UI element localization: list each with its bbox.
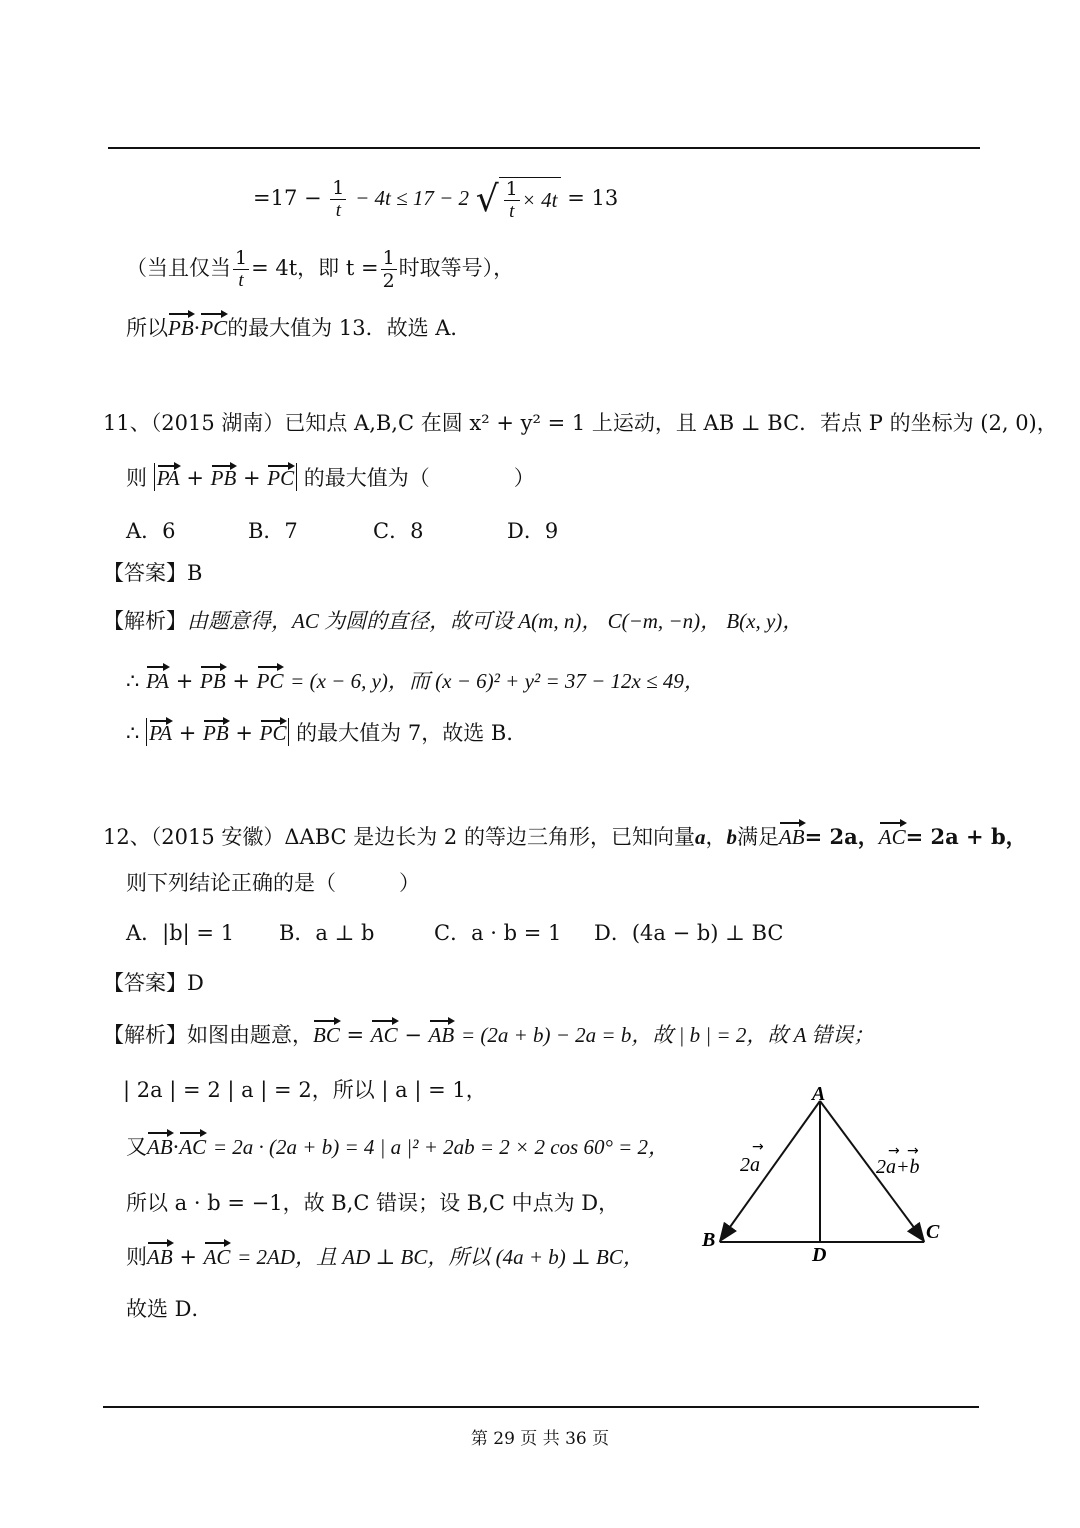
vector-pa: PA xyxy=(146,664,169,696)
plus: + xyxy=(178,721,197,745)
analysis-text: 由题意得，AC 为圆的直径，故可设 A(m, n)， C(−m, −n)， B(x, y)， xyxy=(187,609,804,633)
half-fraction xyxy=(381,247,397,292)
analysis-label: 【解析】 xyxy=(103,1023,187,1047)
label-a: A xyxy=(812,1083,826,1105)
label-2a-plus-b: 2a+b xyxy=(876,1156,920,1178)
cond-close: 时取等号）， xyxy=(398,256,515,280)
q12-option-d: D．(4a − b) ⊥ BC xyxy=(594,921,784,945)
vector-pc: PC xyxy=(257,664,284,696)
vector-pb: PB xyxy=(203,718,229,746)
cond-frac-num: 1 xyxy=(235,247,248,269)
q12-stem xyxy=(103,820,1027,852)
triangle-diagram xyxy=(690,1075,970,1275)
page-footer xyxy=(0,1424,1080,1449)
eq-mid: − 4t ≤ 17 − 2 xyxy=(355,186,470,210)
sqrt-body xyxy=(499,177,561,223)
q12-option-c: C．a · b = 1 xyxy=(434,921,562,945)
q11-option-a: A．6 xyxy=(126,519,176,543)
vector-pc: PC xyxy=(260,718,287,746)
sqrt-expression xyxy=(476,177,561,223)
previous-conclusion xyxy=(126,311,471,343)
a5-mid: = 2AD，且 AD ⊥ BC，所以 (4a + b) ⊥ BC， xyxy=(237,1245,644,1269)
vector-ac: AC xyxy=(179,1130,206,1162)
q12-analysis-1: 【解析】如图由题意，BC = AC − AB = (2a + b) − 2a = b，故 | b | = 2，故 A 错误； xyxy=(103,1018,874,1050)
sqrt-fraction xyxy=(504,178,520,223)
label-b: B xyxy=(702,1229,716,1251)
sqrt-rest: × 4t xyxy=(521,188,558,212)
q11-analysis-3 xyxy=(126,718,527,748)
concl-post: 的最大值为 13．故选 A． xyxy=(227,316,472,340)
equality-condition xyxy=(126,246,514,292)
q11-stem-2 xyxy=(126,463,535,493)
sqrt-frac-num: 1 xyxy=(505,177,518,200)
vector-pc: PC xyxy=(200,311,227,343)
answer-label: 【答案】 xyxy=(103,971,187,995)
footer-rule xyxy=(103,1406,979,1408)
arrow-over-2a-2: → xyxy=(888,1143,900,1159)
vector-a-bold: a xyxy=(694,825,706,849)
vector-b-bold: b xyxy=(726,825,737,849)
vector-ac: AC xyxy=(371,1018,398,1050)
vector-bc: BC xyxy=(313,1018,340,1050)
cond-frac-den: t xyxy=(238,270,244,291)
vector-ac: AC xyxy=(204,1240,231,1272)
q11-answer xyxy=(103,558,202,588)
therefore: ∴ xyxy=(126,669,140,693)
a5-pre: 则 xyxy=(126,1245,147,1269)
q12-text-b: 满足 xyxy=(736,825,779,849)
plus: + xyxy=(175,669,194,693)
footer-prefix: 第 xyxy=(470,1429,488,1449)
answer-value: B xyxy=(187,561,203,585)
a3-post: = 2a · (2a + b) = 4 | a |² + 2ab = 2 × 2 cos 60° = 2， xyxy=(212,1135,670,1159)
vector-ab: AB xyxy=(147,1240,173,1272)
label-2a: 2a xyxy=(740,1154,760,1176)
side-ab xyxy=(720,1101,820,1241)
analysis3-text: 的最大值为 7，故选 B． xyxy=(296,721,528,745)
cond-eq: = 4t，即 t = xyxy=(251,256,379,280)
answer-label: 【答案】 xyxy=(103,561,187,585)
q11-option-b: B．7 xyxy=(248,519,298,543)
q12-option-b: B．a ⊥ b xyxy=(279,921,375,945)
vector-ab: AB xyxy=(147,1130,173,1162)
frac-den: t xyxy=(335,200,341,221)
q11-analysis-2 xyxy=(126,664,705,696)
sqrt-sign: √ xyxy=(475,178,499,220)
sep: ， xyxy=(705,825,727,849)
q11-source: （2015 湖南） xyxy=(150,411,285,435)
concl-pre: 所以 xyxy=(126,316,168,340)
vector-pa: PA xyxy=(157,463,180,491)
inequality-line xyxy=(253,176,618,223)
q11-option-c: C．8 xyxy=(373,519,424,543)
q12-stem-2: 则下列结论正确的是（ ） xyxy=(126,871,420,895)
arrow-over-2a: → xyxy=(752,1139,764,1155)
q11-option-d: D．9 xyxy=(507,519,559,543)
plus: + xyxy=(242,466,261,490)
vector-ab: AB xyxy=(779,820,805,852)
arrow-over-b: → xyxy=(907,1143,919,1159)
eq-2a: = 2a， xyxy=(804,824,879,849)
dot: · xyxy=(193,316,201,340)
plus: + xyxy=(232,669,250,693)
q11-analysis-1 xyxy=(103,606,803,636)
therefore: ∴ xyxy=(126,721,140,745)
cond-open: （当且仅当 xyxy=(126,256,231,280)
analysis-label: 【解析】 xyxy=(103,609,187,633)
frac-num: 1 xyxy=(332,177,345,199)
q11-abs-sum-2 xyxy=(146,718,289,746)
vector-ab: AB xyxy=(429,1018,455,1050)
eq-start: =17 − xyxy=(253,186,322,210)
eq-end: = 13 xyxy=(567,186,619,210)
q12-analysis-3: 又AB·AC = 2a · (2a + b) = 4 | a |² + 2ab = 2 × 2 cos 60° = 2， xyxy=(126,1130,669,1162)
q12-analysis-4: 所以 a · b = −1，故 B,C 错误；设 B,C 中点为 D， xyxy=(126,1191,620,1215)
label-d: D xyxy=(812,1244,827,1266)
answer-value: D xyxy=(187,971,204,995)
q12-text-a: ΔABC 是边长为 2 的等边三角形，已知向量 xyxy=(284,825,695,849)
q12-option-a: A．|b| = 1 xyxy=(126,921,235,945)
q11-text2-post: 的最大值为（ ） xyxy=(303,466,535,490)
a3-pre: 又 xyxy=(126,1135,147,1159)
a1-mid: = (2a + b) − 2a = b，故 | b | = 2，故 A 错误； xyxy=(460,1023,875,1047)
cond-fraction xyxy=(233,247,249,292)
a1-pre: 如图由题意， xyxy=(187,1023,313,1047)
total-pages: 36 xyxy=(565,1429,587,1449)
plus: + xyxy=(186,466,204,490)
q11-stem xyxy=(103,408,1058,438)
fraction-1-over-t xyxy=(330,177,346,222)
half-den: 2 xyxy=(382,270,395,292)
q12-analysis-5: 则AB + AC = 2AD，且 AD ⊥ BC，所以 (4a + b) ⊥ BC， xyxy=(126,1240,644,1272)
vector-pb: PB xyxy=(200,664,226,696)
q12-number: 12、 xyxy=(103,825,151,849)
sqrt-frac-den: t xyxy=(509,200,515,222)
analysis2-text: = (x − 6, y)，而 (x − 6)² + y² = 37 − 12x ≤ 49， xyxy=(290,669,705,693)
vector-pa: PA xyxy=(149,718,172,746)
q12-source: （2015 安徽） xyxy=(150,825,285,849)
label-c: C xyxy=(926,1221,940,1243)
header-rule xyxy=(108,147,980,149)
vector-ac: AC xyxy=(879,820,906,852)
q11-abs-sum xyxy=(154,463,297,491)
vector-pc: PC xyxy=(267,463,294,491)
q12-answer xyxy=(103,968,204,998)
q12-analysis-6: 故选 D． xyxy=(126,1297,213,1321)
vector-pb: PB xyxy=(211,463,237,491)
q11-text: 已知点 A,B,C 在圆 x² + y² = 1 上运动，且 AB ⊥ BC．若点 P 的坐标为 (2, 0)， xyxy=(284,411,1058,435)
eq-2a-plus-b: = 2a + b， xyxy=(905,824,1027,849)
q11-text2-pre: 则 xyxy=(126,466,147,490)
page-number: 29 xyxy=(493,1429,515,1449)
footer-middle: 页 共 xyxy=(520,1429,560,1449)
vector-pb: PB xyxy=(168,311,194,343)
footer-suffix: 页 xyxy=(592,1429,610,1449)
half-num: 1 xyxy=(382,247,395,269)
q11-number: 11、 xyxy=(103,411,151,435)
plus: + xyxy=(235,721,253,745)
q12-analysis-2: | 2a | = 2 | a | = 2，所以 | a | = 1， xyxy=(123,1078,487,1102)
